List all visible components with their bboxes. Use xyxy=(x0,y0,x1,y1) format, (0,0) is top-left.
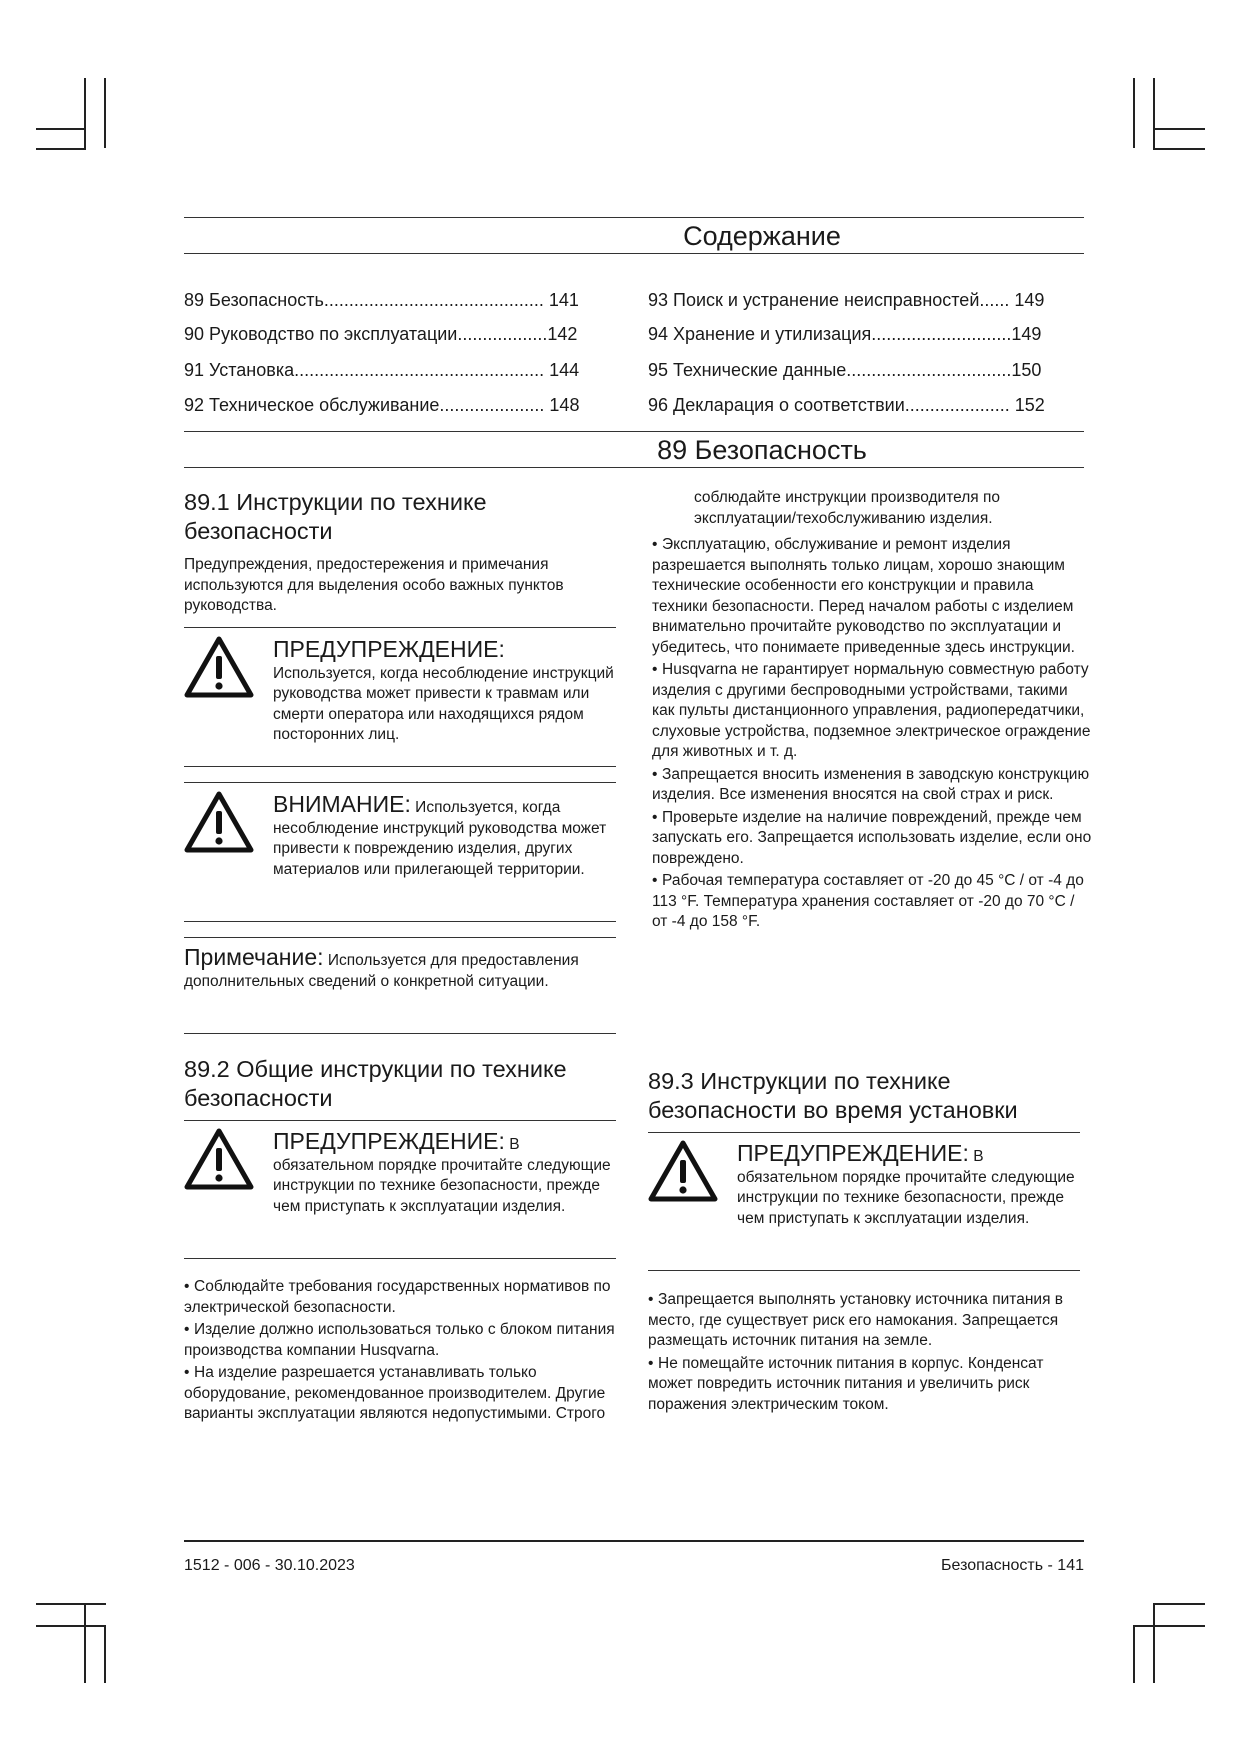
rule xyxy=(648,1132,1080,1133)
rule xyxy=(648,1270,1080,1271)
toc-entry[interactable]: 95 Технические данные.................................150 xyxy=(648,360,1042,380)
toc-entry[interactable]: 92 Техническое обслуживание..................... 148 xyxy=(184,395,580,415)
rule xyxy=(184,921,616,922)
s892-heading: 89.2 Общие инструкции по технике безопасности xyxy=(184,1056,567,1111)
rule xyxy=(184,766,616,767)
s892-bullets xyxy=(184,1277,624,1427)
warning-label: ПРЕДУПРЕЖДЕНИЕ: xyxy=(273,1128,505,1154)
s893-heading-block xyxy=(648,1067,1088,1125)
note-text: Используется для предоставления дополнительных сведений о конкретной ситуации. xyxy=(184,952,579,990)
s892-bullets-right xyxy=(652,535,1092,935)
list-item: • Рабочая температура составляет от -20 до 45 °C / от -4 до 113 °F. Температура хранения составляет от -20 до 70 °C / от -4 до 158 °F. xyxy=(652,872,1084,930)
rule xyxy=(184,1258,616,1259)
s892-heading-block xyxy=(184,1055,614,1113)
list-item: • Проверьте изделие на наличие повреждений, прежде чем запускать его. Запрещается использовать изделие, если оно повреждено. xyxy=(652,808,1092,867)
warning-callout xyxy=(184,636,616,756)
caution-callout xyxy=(184,791,616,911)
warning-triangle-icon xyxy=(184,1128,254,1190)
rule xyxy=(184,217,1084,218)
page-number: 141 xyxy=(1057,1557,1084,1574)
toc-entry[interactable]: 96 Декларация о соответствии..................... 152 xyxy=(648,395,1045,415)
s891-intro xyxy=(184,555,614,617)
toc-entry[interactable]: 91 Установка.................................................. 144 xyxy=(184,360,580,380)
rule xyxy=(184,937,616,938)
s891-intro-text: Предупреждения, предостережения и примечания используются для выделения особо важных пунктов руководства. xyxy=(184,556,564,614)
list-item: • Не помещайте источник питания в корпус. Конденсат может повредить источник питания и увеличить риск поражения электрическим током. xyxy=(648,1354,1044,1413)
warning-text: Используется, когда несоблюдение инструкций руководства может привести к травмам или смерти оператора или находящихся рядом посторонних лиц. xyxy=(273,664,614,743)
rule xyxy=(184,627,616,628)
note-callout xyxy=(184,944,604,992)
list-item: • Запрещается выполнять установку источника питания в место, где существует риск его намокания. Запрещается размещать источник питания на земле. xyxy=(648,1291,1063,1349)
caution-triangle-icon xyxy=(184,791,254,853)
toc-title: Содержание xyxy=(683,221,841,251)
continuation-span: соблюдайте инструкции производителя по эксплуатации/техобслуживанию изделия. xyxy=(694,489,1001,527)
warning-callout-3 xyxy=(648,1140,1080,1260)
footer-page xyxy=(840,1556,1084,1576)
toc-entry[interactable]: 93 Поиск и устранение неисправностей...... 149 xyxy=(648,290,1045,310)
toc-entry[interactable]: 89 Безопасность............................................ 141 xyxy=(184,290,579,310)
rule xyxy=(184,1033,616,1034)
warning-callout-2 xyxy=(184,1128,616,1248)
caution-text: Используется, когда несоблюдение инструкций руководства может привести к повреждению изделия, других материалов или прилегающей территории. xyxy=(273,799,607,878)
list-item: • Husqvarna не гарантирует нормальную совместную работу изделия с другими беспроводными устройствами, такими как пульты дистанционного управления, радиопередатчики, слуховые устройства, подземное электрическое ограждение для животных и т. д. xyxy=(652,661,1091,760)
rule xyxy=(184,467,1084,468)
continuation-text xyxy=(652,488,1099,529)
s891-heading: 89.1 Инструкции по технике безопасности xyxy=(184,489,487,544)
list-item: • Эксплуатацию, обслуживание и ремонт изделия разрешается выполнять только лицам, хорошо знающим технические особенности его конструкции и правила техники безопасности. Перед началом работы с изделием внимательно прочитайте руководство по эксплуатации и убедитесь, что понимаете приведенные здесь инструкции. xyxy=(652,536,1075,656)
list-item: • Запрещается вносить изменения в заводскую конструкцию изделия. Все изменения вносятся на свой страх и риск. xyxy=(652,765,1090,803)
footer-section-label: Безопасность - xyxy=(941,1557,1058,1574)
note-label: Примечание: xyxy=(184,944,324,970)
s893-heading: 89.3 Инструкции по технике безопасности во время установки xyxy=(648,1068,1018,1123)
s891-heading-block xyxy=(184,488,614,546)
list-item: • Изделие должно использоваться только с блоком питания производства компании Husqvarna. xyxy=(184,1321,615,1359)
warning-text: В обязательном порядке прочитайте следующие инструкции по технике безопасности, прежде чем приступать к эксплуатации изделия. xyxy=(273,1136,611,1215)
footer-rule xyxy=(184,1540,1084,1542)
toc-entry[interactable]: 94 Хранение и утилизация............................149 xyxy=(648,324,1042,344)
footer-doc-id: 1512 - 006 - 30.10.2023 xyxy=(184,1557,355,1574)
caution-label: ВНИМАНИЕ: xyxy=(273,791,411,817)
list-item: • На изделие разрешается устанавливать только оборудование, рекомендованное производителем. Другие варианты эксплуатации являются недопустимыми. Строго xyxy=(184,1364,606,1422)
warning-label: ПРЕДУПРЕЖДЕНИЕ: xyxy=(737,1140,969,1166)
warning-triangle-icon xyxy=(648,1140,718,1202)
list-item: • Соблюдайте требования государственных нормативов по электрической безопасности. xyxy=(184,1278,611,1316)
s893-bullets xyxy=(648,1290,1088,1417)
warning-triangle-icon xyxy=(184,636,254,698)
warning-text: В обязательном порядке прочитайте следующие инструкции по технике безопасности, прежде чем приступать к эксплуатации изделия. xyxy=(737,1148,1075,1227)
rule xyxy=(184,1120,616,1121)
toc-entry[interactable]: 90 Руководство по эксплуатации..................142 xyxy=(184,324,578,344)
rule xyxy=(184,782,616,783)
section-title: 89 Безопасность xyxy=(657,435,867,465)
rule xyxy=(184,431,1084,432)
rule xyxy=(184,253,1084,254)
warning-label: ПРЕДУПРЕЖДЕНИЕ: xyxy=(273,636,505,662)
